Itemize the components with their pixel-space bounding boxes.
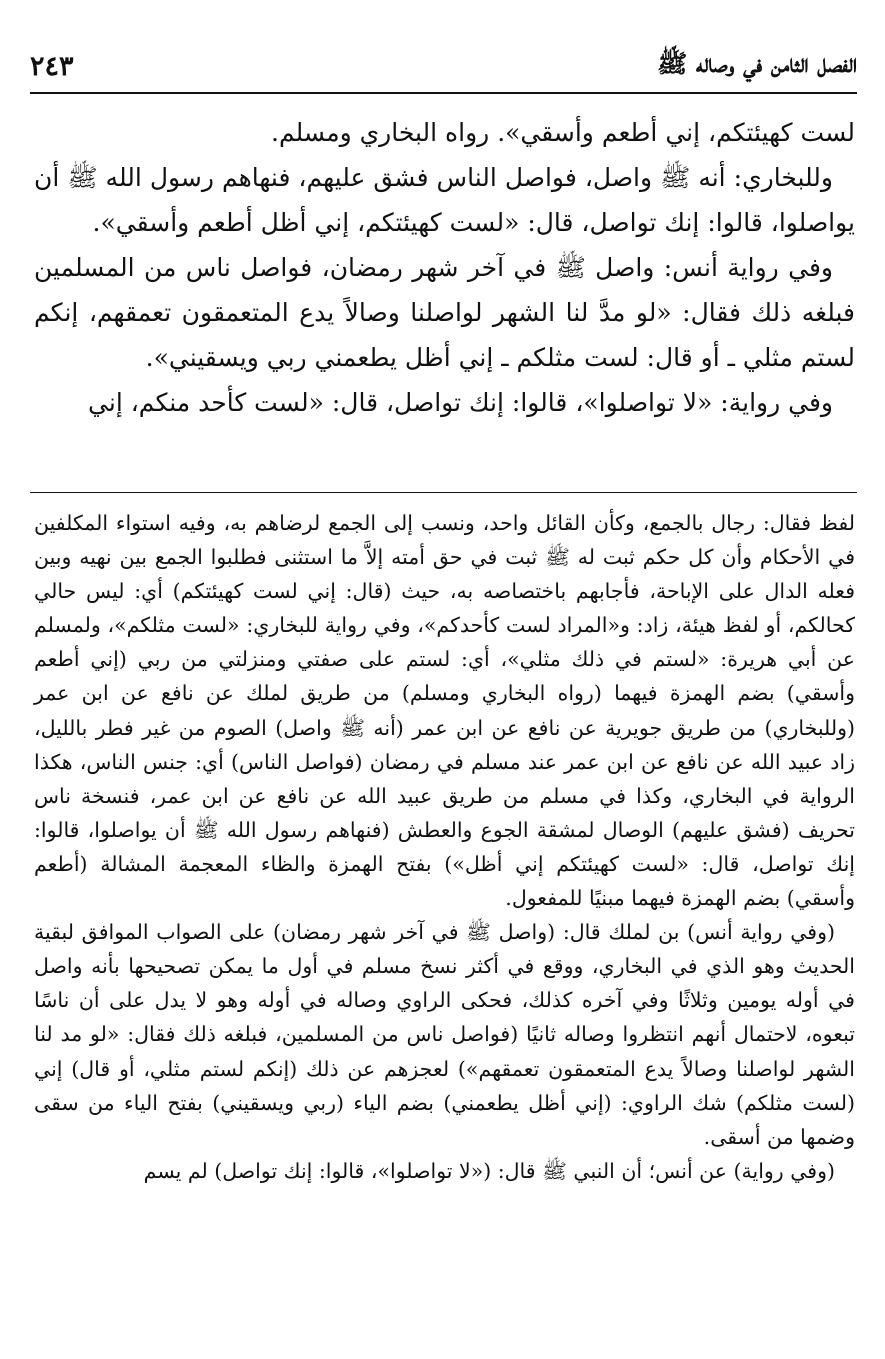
commentary-text <box>34 506 855 1188</box>
chapter-title: الفصل الثامن في وصاله ﷺ <box>657 48 857 78</box>
hadith-paragraph: وفي رواية: «لا تواصلوا»، قالوا: إنك تواصل، قال: «لست كأحد منكم، إني <box>88 388 833 417</box>
hadith-text <box>34 110 855 425</box>
page-number: ٢٤٣ <box>30 50 74 82</box>
commentary-paragraph: (وفي رواية أنس) بن لملك قال: (واصل ﷺ في آخر شهر رمضان) على الصواب الموافق لبقية الحديث وهو الذي في البخاري، ووقع في أكثر نسخ مسلم في أول ما يمكن تصحيحها بأنه واصل في أوله يومين وثلاثًا وفي آخره كذلك، فحكى الراوي وصاله في أوله وهو لا يدل على أن ناسًا تبعوه، لاحتمال أنهم انتظروا وصاله ثانيًا (فواصل ناس من المسلمين، فبلغه ذلك فقال: «لو مد لنا الشهر لواصلنا وصالاً يدع المتعمقون تعمقهم») لعجزهم عن ذلك (إنكم لستم مثلي، أو قال) إني (لست مثلكم) شك الراوي: (إني أظل يطعمني) بضم الياء (ربي ويسقيني) بفتح الياء من سقى وضمها من أسقى. <box>34 920 855 1149</box>
hadith-paragraph: وفي رواية أنس: واصل ﷺ في آخر شهر رمضان، فواصل ناس من المسلمين فبلغه ذلك فقال: «لو مدَّ لنا الشهر لواصلنا وصالاً يدع المتعمقون تعمقهم، إنكم لستم مثلي ـ أو قال: لست مثلكم ـ إني أظل يطعمني ربي ويسقيني». <box>34 253 855 372</box>
page-header <box>30 42 857 90</box>
hadith-paragraph: وللبخاري: أنه ﷺ واصل، فواصل الناس فشق عليهم، فنهاهم رسول الله ﷺ أن يواصلوا، قالوا: إنك تواصل، قال: «لست كهيئتكم، إني أظل أطعم وأسقي». <box>34 163 855 237</box>
commentary-separator <box>30 492 857 493</box>
commentary-paragraph: لفظ فقال: رجال بالجمع، وكأن القائل واحد، ونسب إلى الجمع لرضاهم به، وفيه استواء المكلفين في الأحكام وأن كل حكم ثبت له ﷺ ثبت في حق أمته إلاَّ ما استثنى فطلبوا الجمع بين نهيه وبين فعله الدال على الإباحة، فأجابهم باختصاصه به، حيث (قال: إني لست كهيئتكم) أي: ليس حالي كحالكم، أو لفظ هيئة، زاد: و«المراد لست كأحدكم»، وفي رواية للبخاري: «لست مثلكم»، ولمسلم عن أبي هريرة: «لستم في ذلك مثلي»، أي: لستم على صفتي ومنزلتي من ربي (إني أطعم وأسقي) بضم الهمزة فيهما (رواه البخاري ومسلم) من طريق لملك عن نافع عن ابن عمر (وللبخاري) من طريق جويرية عن نافع عن ابن عمر (أنه ﷺ واصل) الصوم من غير فطر بالليل، زاد عبيد الله عن نافع عن ابن عمر عند مسلم في رمضان (فواصل الناس) أي: جنس الناس، هكذا الرواية في البخاري، وكذا في مسلم من طريق عبيد الله عن نافع عن ابن عمر، فنسخة ناس تحريف (فشق عليهم) الوصال لمشقة الجوع والعطش (فنهاهم رسول الله ﷺ أن يواصلوا، قالوا: إنك تواصل، قال: «لست كهيئتكم إني أظل») بفتح الهمزة والظاء المعجمة المشالة (أطعم وأسقي) بضم الهمزة فيهما مبنيًا للمفعول. <box>34 511 855 911</box>
commentary-paragraph: (وفي رواية) عن أنس؛ أن النبي ﷺ قال: («لا تواصلوا»، قالوا: إنك تواصل) لم يسم <box>143 1158 835 1183</box>
hadith-paragraph: لست كهيئتكم، إني أطعم وأسقي». رواه البخاري ومسلم. <box>271 118 855 147</box>
header-rule <box>30 92 857 94</box>
